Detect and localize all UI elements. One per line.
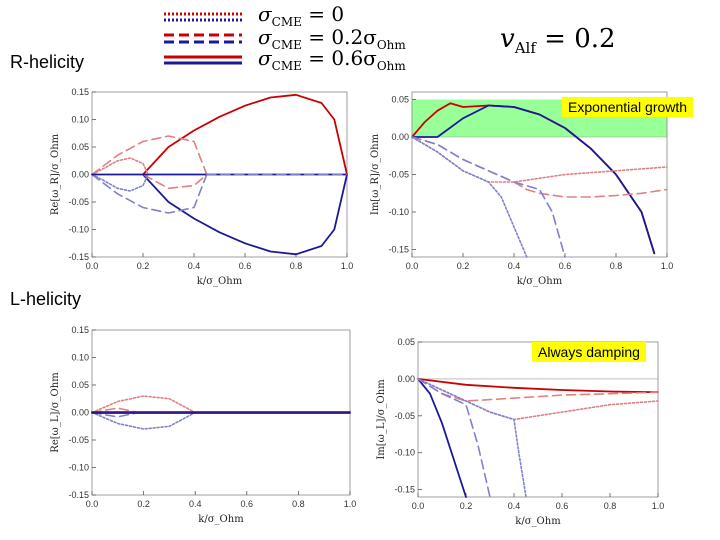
series-line-5 [92,175,148,192]
section-label-r: R-helicity [10,52,85,72]
series-line-5 [412,137,527,257]
x-tick-label: 0.4 [507,261,521,271]
series-line-4 [92,158,148,175]
x-tick-label: 0.4 [507,501,521,511]
legend-swatches [162,8,244,68]
y-tick-label: -0.10 [68,462,89,473]
y-tick-label: -0.15 [68,490,89,500]
series-line-0 [143,95,347,175]
y-tick-label: -0.05 [388,169,409,180]
callout-always-damping: Always damping [532,342,646,362]
series-line-3 [412,137,565,257]
y-tick-label: 0.00 [397,373,415,384]
y-tick-label: -0.15 [388,244,409,255]
valf-annotation: $v_{Alf} = 0.2$ [500,24,616,58]
y-tick-label: -0.10 [394,447,415,458]
chart-re-omega-l [40,322,370,530]
series-line-2 [418,379,658,401]
legend-label-1: $\sigma_{CME} = 0.2\sigma_{Ohm}$ [258,25,406,52]
y-tick-label: -0.10 [68,224,89,235]
x-tick-label: 0.8 [609,261,623,271]
y-axis-label: Im[ω_L]/σ_Ohm [376,379,387,460]
x-axis-label: k/σ_Ohm [516,276,563,287]
plot-frame [418,342,658,497]
series-line-3 [418,379,490,497]
x-tick-label: 0.0 [85,261,99,271]
x-tick-label: 0.8 [292,499,305,509]
x-tick-label: 0.0 [411,501,425,511]
x-tick-label: 0.2 [137,499,150,509]
y-tick-label: -0.05 [68,197,89,207]
y-tick-label: -0.05 [68,435,89,445]
x-tick-label: 0.4 [187,261,201,271]
series-line-1 [143,175,347,255]
x-tick-label: 1.0 [651,501,665,511]
legend-label-2: $\sigma_{CME} = 0.6\sigma_{Ohm}$ [258,46,406,73]
series-line-4 [412,137,667,182]
x-axis-label: k/σ_Ohm [198,514,244,525]
series-line-2 [412,137,667,197]
x-tick-label: 0.0 [85,499,99,509]
y-tick-label: -0.15 [394,484,415,495]
chart-re-omega-r [40,82,370,290]
x-tick-label: 1.0 [340,261,354,271]
y-axis-label: Im[ω_R]/σ_Ohm [370,133,381,216]
x-tick-label: 0.6 [558,261,572,271]
x-tick-label: 0.0 [405,261,419,271]
y-tick-label: 0.05 [391,94,409,105]
x-tick-label: 0.8 [603,501,617,511]
x-axis-label: k/σ_Ohm [196,276,243,287]
x-tick-label: 1.0 [343,499,357,509]
x-tick-label: 0.4 [188,499,202,509]
series-line-1 [418,379,466,497]
y-tick-label: 0.10 [71,352,89,363]
y-tick-label: 0.15 [71,87,89,97]
section-label-l: L-helicity [10,289,82,309]
y-tick-label: 0.05 [71,380,89,390]
y-tick-label: -0.05 [394,410,415,421]
x-tick-label: 0.2 [136,261,150,271]
y-tick-label: 0.15 [71,325,89,335]
y-axis-label: Re[ω_R]/σ_Ohm [50,133,61,216]
series-line-5 [418,379,526,497]
y-tick-label: 0.00 [71,169,89,180]
x-tick-label: 0.6 [240,499,254,509]
callout-exponential-growth: Exponential growth [562,97,693,117]
y-tick-label: -0.15 [68,252,89,262]
y-tick-label: 0.00 [391,132,409,142]
x-tick-label: 0.2 [456,261,470,271]
series-line-0 [418,379,658,392]
y-tick-label: 0.05 [71,142,89,152]
x-tick-label: 0.8 [289,261,303,271]
y-tick-label: -0.10 [388,207,409,217]
legend-label-0: $\sigma_{CME} = 0$ [258,2,345,29]
y-tick-label: 0.10 [71,114,89,125]
y-tick-label: 0.00 [71,407,89,418]
y-tick-label: 0.05 [397,337,415,347]
y-axis-label: Re[ω_L]/σ_Ohm [50,372,61,453]
x-axis-label: k/σ_Ohm [515,516,561,527]
x-tick-label: 0.2 [459,501,473,511]
x-tick-label: 1.0 [660,261,674,271]
x-tick-label: 0.6 [238,261,252,271]
x-tick-label: 0.6 [555,501,569,511]
